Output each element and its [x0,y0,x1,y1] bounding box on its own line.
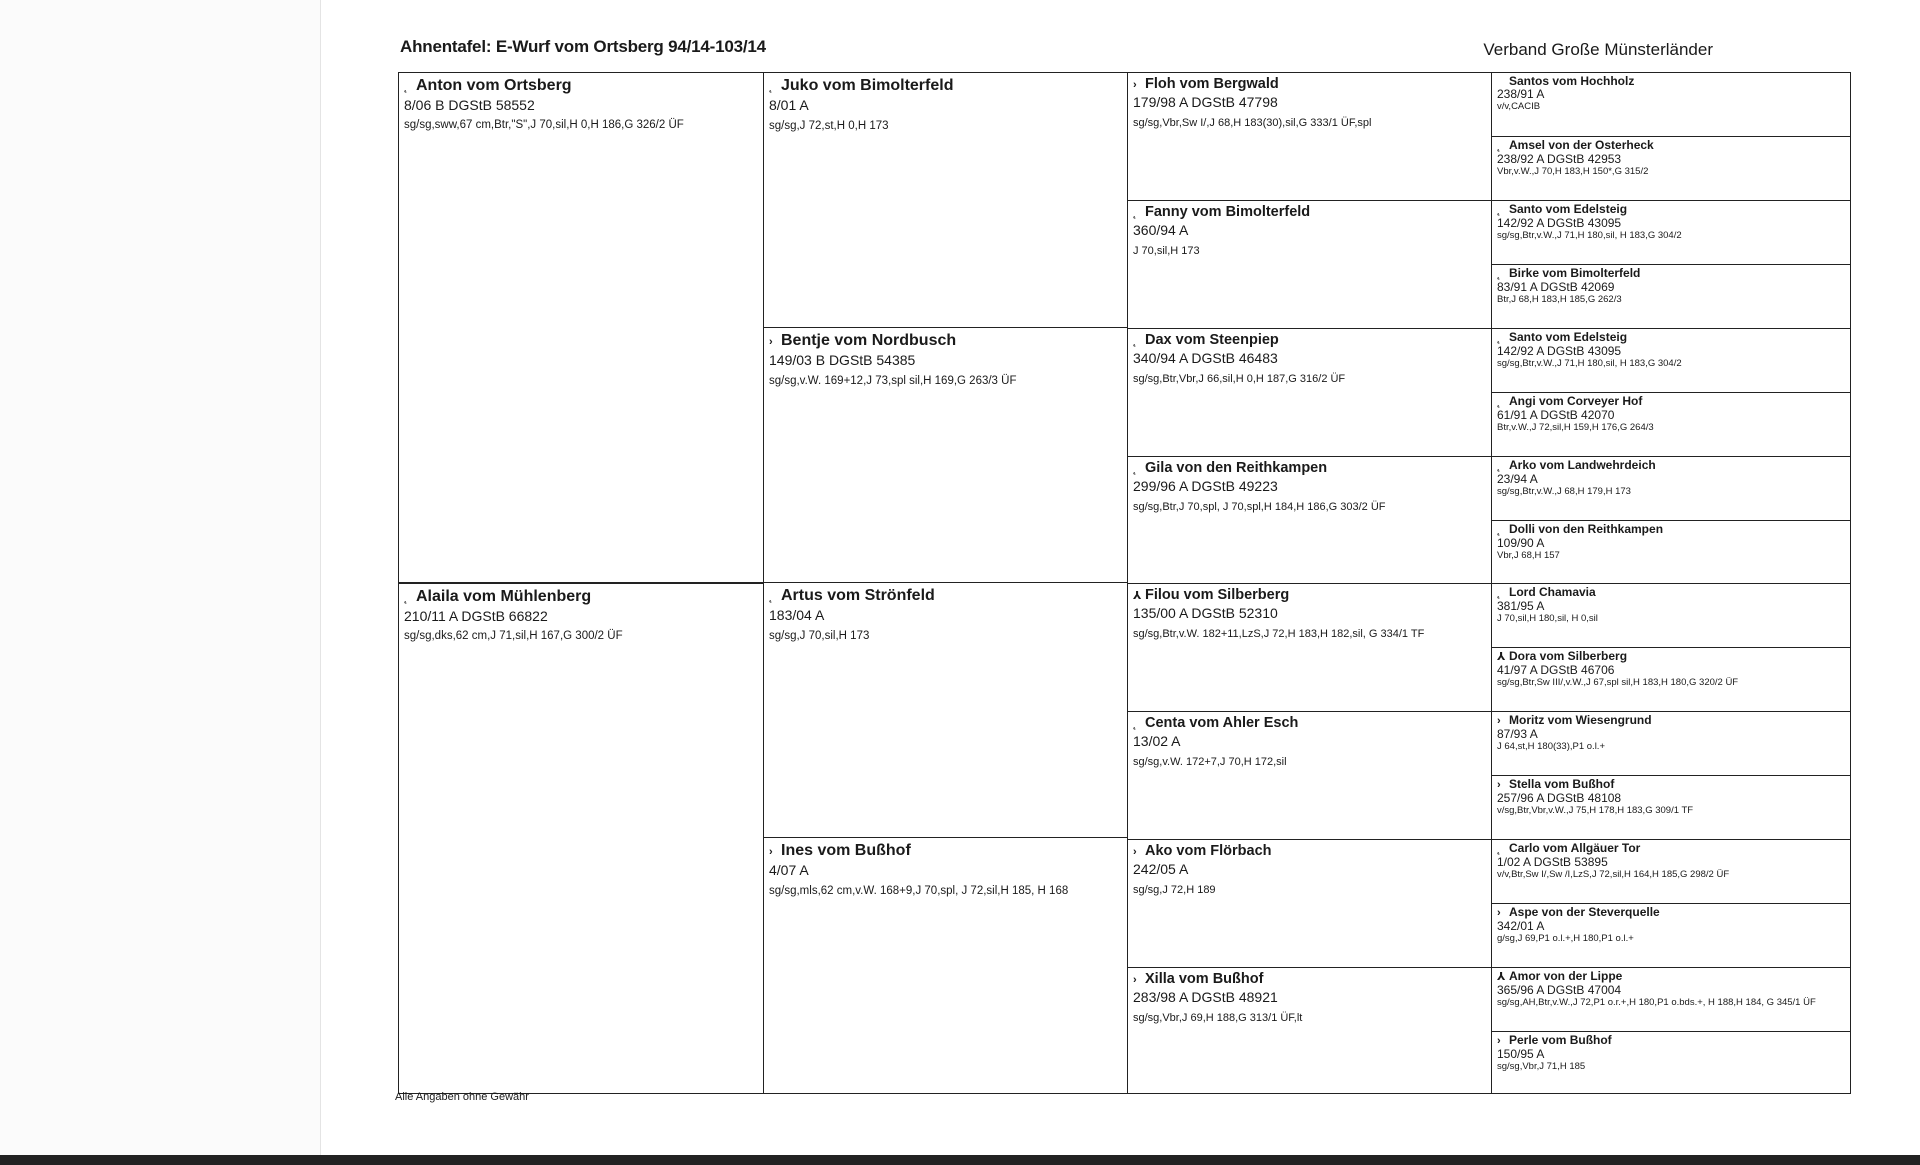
sex-symbol: › [769,846,773,858]
document-title: Ahnentafel: E-Wurf vom Ortsberg 94/14-103/14 [400,37,766,56]
registration-number: 183/04 A [769,607,825,623]
registration-number: 8/06 B DGStB 58552 [404,97,535,113]
animal-name: › Moritz vom Wiesengrund [1497,713,1652,727]
animal-name: ⅄ Filou vom Silberberg [1133,587,1290,603]
registration-number: 299/96 A DGStB 49223 [1133,478,1278,494]
animal-name: ˛ Anton vom Ortsberg [404,76,759,97]
ancestor-cell [1491,647,1851,712]
ancestor-cell [1491,520,1851,584]
animal-name: › Perle vom Bußhof [1497,1033,1612,1047]
sex-symbol: ˛ [1497,587,1501,599]
performance-details: sg/sg,Btr,Sw III/,v.W.,J 67,spl sil,H 183,H 180,G 320/2 ÜF [1497,677,1739,688]
animal-name: ˛ Dax vom Steenpiep [1133,332,1279,348]
registration-number: 41/97 A DGStB 46706 [1497,663,1615,677]
registration-number: 135/00 A DGStB 52310 [1133,605,1278,621]
performance-details: v/v,CACIB [1497,101,1541,112]
registration-number: 360/94 A [1133,222,1189,238]
great-grandparent-cell [1127,72,1493,201]
animal-name: ˛ Santo vom Edelsteig [1497,330,1628,344]
performance-details: sg/sg,Vbr,Sw I/,J 68,H 183(30),sil,G 333/1 ÜF,spl [1133,117,1372,129]
sex-symbol: › [1497,715,1501,727]
sex-symbol: ˛ [1497,843,1501,855]
animal-name: ˛ Centa vom Ahler Esch [1133,715,1299,731]
sex-symbol: ˛ [404,81,408,93]
animal-name: ˛ Alaila vom Mühlenberg [404,587,759,608]
performance-details: v/sg,Btr,Vbr,v.W.,J 75,H 178,H 183,G 309/1 TF [1497,805,1694,816]
animal-name: ⅄ Dora vom Silberberg [1497,649,1628,663]
sex-symbol: ˛ [404,592,408,604]
grandparent-cell [763,582,1129,838]
sex-symbol: ˛ [769,81,773,93]
performance-details: sg/sg,AH,Btr,v.W.,J 72,P1 o.r.+,H 180,P1 o.bds.+, H 188,H 184, G 345/1 ÜF [1497,997,1816,1008]
registration-number: 83/91 A DGStB 42069 [1497,280,1615,294]
registration-number: 142/92 A DGStB 43095 [1497,216,1622,230]
ancestor-cell [1491,839,1851,904]
performance-details: sg/sg,Btr,J 70,spl, J 70,spl,H 184,H 186,G 303/2 ÜF [1133,501,1386,513]
animal-name: › Ako vom Flörbach [1133,843,1272,859]
great-grandparent-cell [1127,583,1493,712]
animal-name: ˛ Gila von den Reithkampen [1133,460,1328,476]
animal-name: ˛ Carlo vom Allgäuer Tor [1497,841,1641,855]
sex-symbol: ˛ [769,591,773,603]
performance-details: sg/sg,J 72,st,H 0,H 173 [769,120,889,132]
grandparent-cell [763,72,1129,328]
registration-number: 210/11 A DGStB 66822 [404,608,548,624]
animal-name: ˛ Santo vom Edelsteig [1497,202,1628,216]
animal-name: › Bentje vom Nordbusch [769,331,1123,352]
registration-number: 4/07 A [769,862,809,878]
ancestor-cell [1491,775,1851,840]
sex-symbol: ⅄ [1497,651,1506,663]
performance-details: sg/sg,Vbr,J 71,H 185 [1497,1061,1586,1072]
sex-symbol: ˛ [1497,524,1501,536]
registration-number: 23/94 A [1497,472,1538,486]
sex-symbol: ˛ [1133,718,1137,730]
grandparent-cell [763,837,1129,1094]
registration-number: 283/98 A DGStB 48921 [1133,989,1278,1005]
sex-symbol: › [769,336,773,348]
performance-details: sg/sg,Btr,v.W.,J 71,H 180,sil, H 183,G 304/2 [1497,358,1682,369]
performance-details: sg/sg,v.W. 172+7,J 70,H 172,sil [1133,756,1287,768]
great-grandparent-cell [1127,456,1493,584]
sex-symbol: ˛ [1497,460,1501,472]
performance-details: Vbr,J 68,H 157 [1497,550,1560,561]
sex-symbol: ˛ [1497,332,1501,344]
performance-details: sg/sg,dks,62 cm,J 71,sil,H 167,G 300/2 ÜF [404,630,623,642]
sex-symbol: ˛ [1133,463,1137,475]
animal-name: ˛ Juko vom Bimolterfeld [769,76,1123,97]
sex-symbol: ⅄ [1133,590,1142,602]
scan-bottom-edge [0,1155,1920,1165]
great-grandparent-cell [1127,839,1493,968]
sex-symbol: ˛ [1497,268,1501,280]
ancestor-cell [1491,392,1851,457]
animal-name: ˛ Artus vom Strönfeld [769,586,1123,607]
registration-number: 87/93 A [1497,727,1538,741]
registration-number: 109/90 A [1497,536,1545,550]
sex-symbol: ˛ [1497,204,1501,216]
sex-symbol: ˛ [1133,335,1137,347]
scan-page-edge [320,0,321,1165]
registration-number: 142/92 A DGStB 43095 [1497,344,1622,358]
great-grandparent-cell [1127,967,1493,1094]
sex-symbol: › [1497,779,1501,791]
performance-details: v/v,Btr,Sw I/,Sw /I,LzS,J 72,sil,H 164,H 185,G 298/2 ÜF [1497,869,1730,880]
great-grandparent-cell [1127,200,1493,329]
disclaimer: Alle Angaben ohne Gewähr [395,1091,529,1103]
ancestor-cell [1491,264,1851,329]
ancestor-cell [1491,711,1851,776]
animal-name: › Floh vom Bergwald [1133,76,1279,92]
registration-number: 8/01 A [769,97,809,113]
performance-details: sg/sg,v.W. 169+12,J 73,spl sil,H 169,G 263/3 ÜF [769,375,1017,387]
registration-number: 257/96 A DGStB 48108 [1497,791,1622,805]
ancestor-cell [1491,583,1851,648]
sex-symbol: › [1133,79,1137,91]
performance-details: sg/sg,J 72,H 189 [1133,884,1216,896]
registration-number: 1/02 A DGStB 53895 [1497,855,1608,869]
registration-number: 238/91 A [1497,87,1545,101]
ancestor-cell [1491,200,1851,265]
sex-symbol: ⅄ [1497,971,1506,983]
pedigree-table [398,72,1851,1094]
performance-details: sg/sg,Btr,v.W. 182+11,LzS,J 72,H 183,H 182,sil, G 334/1 TF [1133,628,1425,640]
registration-number: 13/02 A [1133,733,1181,749]
performance-details: Btr,J 68,H 183,H 185,G 262/3 [1497,294,1622,305]
performance-details: sg/sg,Btr,v.W.,J 71,H 180,sil, H 183,G 304/2 [1497,230,1682,241]
animal-name: ˛ Birke vom Bimolterfeld [1497,266,1641,280]
performance-details: Btr,v.W.,J 72,sil,H 159,H 176,G 264/3 [1497,422,1654,433]
performance-details: sg/sg,J 70,sil,H 173 [769,630,870,642]
scan-margin [0,0,320,1165]
animal-name: › Ines vom Bußhof [769,841,1123,862]
great-grandparent-cell [1127,711,1493,840]
organization-name: Verband Große Münsterländer [1483,40,1713,59]
registration-number: 150/95 A [1497,1047,1545,1061]
ancestor-cell [1491,136,1851,201]
registration-number: 238/92 A DGStB 42953 [1497,152,1622,166]
performance-details: J 64,st,H 180(33),P1 o.l.+ [1497,741,1605,752]
registration-number: 61/91 A DGStB 42070 [1497,408,1615,422]
animal-name: ˛ Angi vom Corveyer Hof [1497,394,1643,408]
performance-details: Vbr,v.W.,J 70,H 183,H 150*,G 315/2 [1497,166,1649,177]
dam-cell [398,583,765,1094]
animal-name: › Aspe von der Steverquelle [1497,905,1660,919]
sex-symbol: › [1497,1035,1501,1047]
grandparent-cell [763,327,1129,583]
registration-number: 342/01 A [1497,919,1545,933]
sex-symbol: ˛ [1133,207,1137,219]
sire-cell [398,72,765,583]
animal-name: ˛ Dolli von den Reithkampen [1497,522,1664,536]
performance-details: g/sg,J 69,P1 o.l.+,H 180,P1 o.l.+ [1497,933,1634,944]
animal-name: ˛ Lord Chamavia [1497,585,1596,599]
sex-symbol: › [1133,974,1137,986]
ancestor-cell [1491,967,1851,1032]
performance-details: sg/sg,mls,62 cm,v.W. 168+9,J 70,spl, J 72,sil,H 185, H 168 [769,885,1069,897]
animal-name: ⅄ Amor von der Lippe [1497,969,1623,983]
animal-name: Santos vom Hochholz [1509,74,1635,88]
animal-name: › Xilla vom Bußhof [1133,971,1264,987]
animal-name: › Stella vom Bußhof [1497,777,1615,791]
animal-name: ˛ Fanny vom Bimolterfeld [1133,204,1311,220]
performance-details: sg/sg,Btr,v.W.,J 68,H 179,H 173 [1497,486,1631,497]
performance-details: sg/sg,Btr,Vbr,J 66,sil,H 0,H 187,G 316/2 ÜF [1133,373,1346,385]
animal-name: ˛ Amsel von der Osterheck [1497,138,1654,152]
registration-number: 242/05 A [1133,861,1189,877]
great-grandparent-cell [1127,328,1493,457]
sex-symbol: › [1133,846,1137,858]
ancestor-cell [1491,328,1851,393]
sex-symbol: › [1497,907,1501,919]
sex-symbol: ˛ [1497,140,1501,152]
registration-number: 365/96 A DGStB 47004 [1497,983,1622,997]
performance-details: sg/sg,sww,67 cm,Btr,"S",J 70,sil,H 0,H 186,G 326/2 ÜF [404,119,684,131]
ancestor-cell [1491,72,1851,137]
performance-details: J 70,sil,H 180,sil, H 0,sil [1497,613,1598,624]
ancestor-cell [1491,903,1851,968]
registration-number: 340/94 A DGStB 46483 [1133,350,1278,366]
performance-details: J 70,sil,H 173 [1133,245,1200,257]
registration-number: 179/98 A DGStB 47798 [1133,94,1278,110]
sex-symbol: ˛ [1497,396,1501,408]
ancestor-cell [1491,1031,1851,1094]
ancestor-cell [1491,456,1851,521]
registration-number: 381/95 A [1497,599,1545,613]
performance-details: sg/sg,Vbr,J 69,H 188,G 313/1 ÜF,lt [1133,1012,1303,1024]
registration-number: 149/03 B DGStB 54385 [769,352,916,368]
animal-name: ˛ Arko vom Landwehrdeich [1497,458,1656,472]
